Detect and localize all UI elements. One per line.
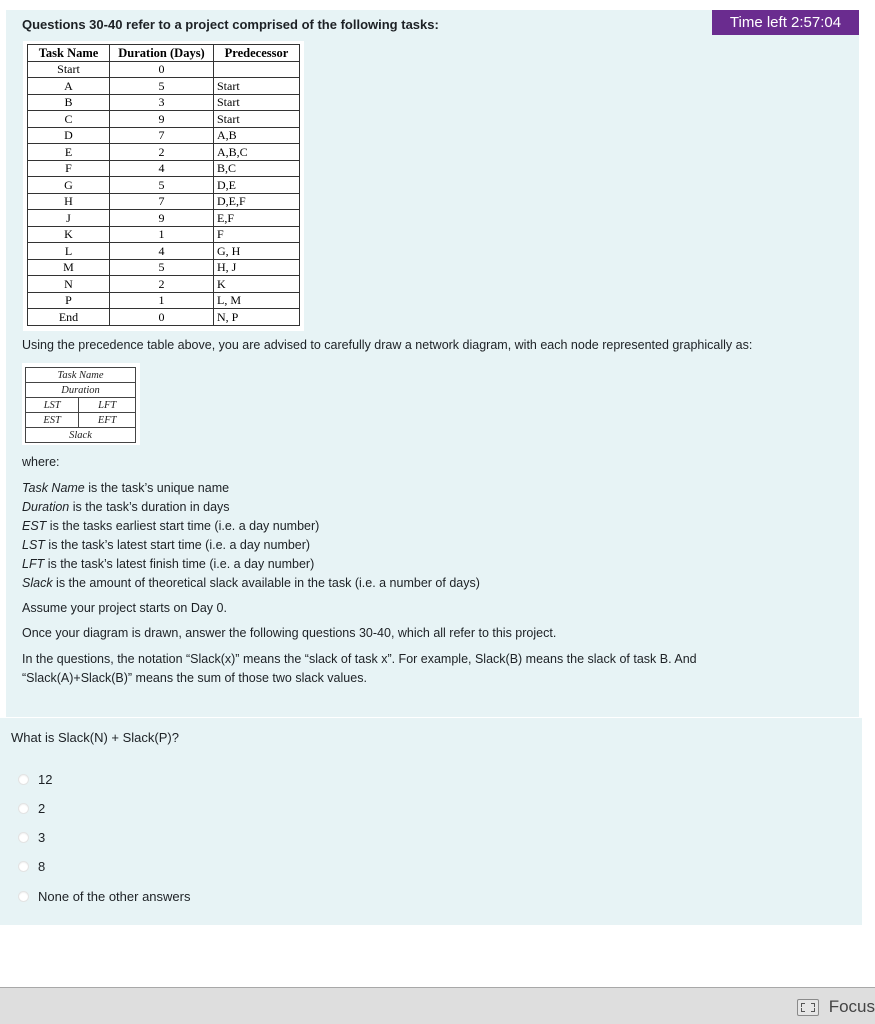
notation-text-line1: In the questions, the notation “Slack(x)” means the “slack of task x”. For example, Slack(B) means the slack of task B. And <box>22 652 697 666</box>
definition-text: is the task’s duration in days <box>69 500 230 514</box>
duration-cell: 2 <box>110 276 214 293</box>
table-row <box>28 193 300 210</box>
duration-cell: 1 <box>110 292 214 309</box>
column-header-duration: Duration (Days) <box>110 45 214 62</box>
node-lft: LFT <box>79 398 136 413</box>
table-row <box>28 61 300 78</box>
predecessor-cell: D,E,F <box>214 193 300 210</box>
definition-text: is the task’s unique name <box>84 481 230 495</box>
definition-term: LST <box>22 538 45 552</box>
focus-label: Focus <box>828 997 875 1016</box>
question-text: What is Slack(N) + Slack(P)? <box>11 730 179 745</box>
option-label: 12 <box>38 771 53 787</box>
predecessor-cell: Start <box>214 78 300 95</box>
duration-cell: 4 <box>110 243 214 260</box>
timer-badge: Time left 2:57:04 <box>712 10 859 35</box>
table-row <box>28 292 300 309</box>
column-header-predecessor: Predecessor <box>214 45 300 62</box>
table-row <box>28 78 300 95</box>
definition-term: Slack <box>22 576 53 590</box>
duration-cell: 5 <box>110 78 214 95</box>
info-panel <box>6 10 859 717</box>
radio-button[interactable] <box>18 774 29 785</box>
duration-cell: 5 <box>110 177 214 194</box>
node-task-name: Task Name <box>26 368 136 383</box>
task-name-cell: D <box>28 127 110 144</box>
node-legend-table <box>25 367 136 443</box>
table-row <box>28 127 300 144</box>
duration-cell: 7 <box>110 193 214 210</box>
footer-bar <box>0 987 875 1024</box>
option-label: 8 <box>38 858 46 874</box>
info-title: Questions 30-40 refer to a project comprised of the following tasks: <box>22 17 439 32</box>
predecessor-cell: G, H <box>214 243 300 260</box>
predecessor-cell: A,B <box>214 127 300 144</box>
predecessor-cell: H, J <box>214 259 300 276</box>
task-name-cell: K <box>28 226 110 243</box>
node-eft: EFT <box>79 413 136 428</box>
predecessor-cell: N, P <box>214 309 300 326</box>
predecessor-cell: L, M <box>214 292 300 309</box>
definition-text: is the task’s latest finish time (i.e. a day number) <box>44 557 315 571</box>
duration-cell: 4 <box>110 160 214 177</box>
table-row <box>28 259 300 276</box>
answer-option-2[interactable] <box>18 799 45 817</box>
definition-item <box>22 574 480 593</box>
definition-item <box>22 479 480 498</box>
table-row <box>28 226 300 243</box>
focus-icon <box>797 999 819 1016</box>
duration-cell: 3 <box>110 94 214 111</box>
task-name-cell: P <box>28 292 110 309</box>
predecessor-cell: D,E <box>214 177 300 194</box>
predecessor-cell: E,F <box>214 210 300 227</box>
predecessor-cell: K <box>214 276 300 293</box>
predecessor-cell: B,C <box>214 160 300 177</box>
table-header-row <box>28 45 300 62</box>
column-header-task-name: Task Name <box>28 45 110 62</box>
table-row <box>28 111 300 128</box>
notation-text-line2: “Slack(A)+Slack(B)” means the sum of those two slack values. <box>22 671 367 685</box>
task-name-cell: J <box>28 210 110 227</box>
definition-item <box>22 555 480 574</box>
predecessor-cell: F <box>214 226 300 243</box>
duration-cell: 2 <box>110 144 214 161</box>
task-name-cell: G <box>28 177 110 194</box>
answer-option-8[interactable] <box>18 857 45 875</box>
option-label: 2 <box>38 800 46 816</box>
task-name-cell: E <box>28 144 110 161</box>
duration-cell: 0 <box>110 309 214 326</box>
once-drawn-text: Once your diagram is drawn, answer the following questions 30-40, which all refer to this project. <box>22 626 557 640</box>
definitions-list <box>22 479 480 593</box>
where-label: where: <box>22 455 60 469</box>
question-panel <box>0 718 862 925</box>
node-legend-image <box>22 363 140 445</box>
predecessor-cell <box>214 61 300 78</box>
assume-text: Assume your project starts on Day 0. <box>22 601 227 615</box>
option-label: 3 <box>38 829 46 845</box>
definition-term: EST <box>22 519 47 533</box>
answer-option-12[interactable] <box>18 770 52 788</box>
definition-item <box>22 517 480 536</box>
definition-term: LFT <box>22 557 45 571</box>
task-name-cell: F <box>28 160 110 177</box>
definition-item <box>22 536 480 555</box>
table-row <box>28 160 300 177</box>
table-row <box>28 144 300 161</box>
precedence-table-image <box>23 41 304 331</box>
option-label: None of the other answers <box>38 888 191 904</box>
definition-term: Task Name <box>22 481 85 495</box>
task-name-cell: N <box>28 276 110 293</box>
answer-option-3[interactable] <box>18 828 45 846</box>
diagram-intro-text: Using the precedence table above, you are advised to carefully draw a network diagram, with each node represented graphically as: <box>22 338 753 352</box>
task-name-cell: A <box>28 78 110 95</box>
task-name-cell: L <box>28 243 110 260</box>
duration-cell: 9 <box>110 111 214 128</box>
task-name-cell: M <box>28 259 110 276</box>
definition-text: is the tasks earliest start time (i.e. a day number) <box>46 519 320 533</box>
duration-cell: 7 <box>110 127 214 144</box>
task-name-cell: Start <box>28 61 110 78</box>
predecessor-cell: Start <box>214 94 300 111</box>
focus-button[interactable] <box>797 997 875 1017</box>
answer-option-none[interactable] <box>18 887 190 905</box>
radio-button[interactable] <box>18 861 29 872</box>
duration-cell: 5 <box>110 259 214 276</box>
table-row <box>28 210 300 227</box>
definition-text: is the task’s latest start time (i.e. a day number) <box>44 538 311 552</box>
precedence-table <box>27 44 300 326</box>
table-row <box>28 177 300 194</box>
duration-cell: 1 <box>110 226 214 243</box>
task-name-cell: End <box>28 309 110 326</box>
definition-text: is the amount of theoretical slack available in the task (i.e. a number of days) <box>52 576 480 590</box>
duration-cell: 0 <box>110 61 214 78</box>
duration-cell: 9 <box>110 210 214 227</box>
node-duration: Duration <box>26 383 136 398</box>
radio-button[interactable] <box>18 832 29 843</box>
definition-item <box>22 498 480 517</box>
table-row <box>28 276 300 293</box>
table-row <box>28 309 300 326</box>
task-name-cell: C <box>28 111 110 128</box>
node-lst: LST <box>26 398 79 413</box>
node-est: EST <box>26 413 79 428</box>
predecessor-cell: Start <box>214 111 300 128</box>
task-name-cell: H <box>28 193 110 210</box>
node-slack: Slack <box>26 428 136 443</box>
definition-term: Duration <box>22 500 70 514</box>
task-name-cell: B <box>28 94 110 111</box>
predecessor-cell: A,B,C <box>214 144 300 161</box>
radio-button[interactable] <box>18 803 29 814</box>
table-row <box>28 243 300 260</box>
radio-button[interactable] <box>18 891 29 902</box>
table-row <box>28 94 300 111</box>
